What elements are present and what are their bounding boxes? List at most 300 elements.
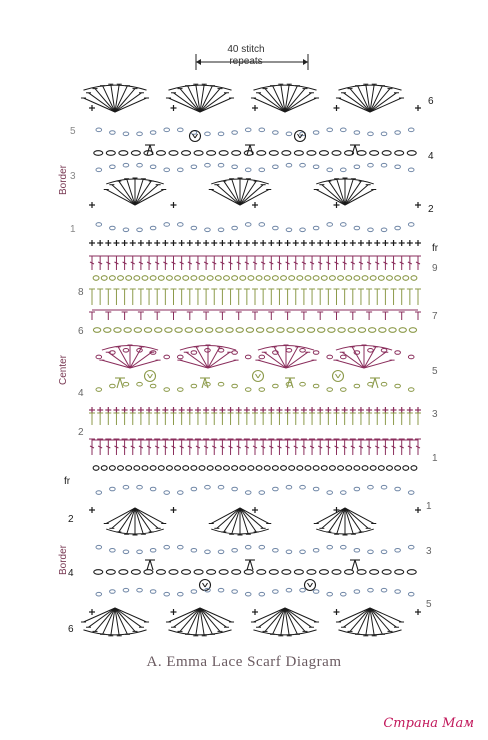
bottom-row4-cross-r — [250, 560, 253, 570]
row-number: 1 — [70, 224, 76, 235]
center-row6-chain — [267, 328, 274, 333]
top-row3-chain — [408, 168, 414, 172]
center-row8-chain — [134, 276, 140, 281]
bottom-row4-chain — [407, 570, 416, 575]
center-row5-chain — [259, 355, 265, 359]
top-row3-chain — [300, 163, 306, 167]
center-fr-chain — [215, 466, 221, 471]
row-number: 6 — [428, 96, 434, 107]
top-row4-chain — [156, 151, 165, 156]
center-row6-chain — [175, 328, 182, 333]
top-row5-chain — [205, 132, 211, 136]
center-fr-chain — [191, 466, 197, 471]
center-row6-chain — [246, 328, 253, 333]
top-row1-chain — [110, 226, 116, 230]
bottom-row4-chain — [156, 570, 165, 575]
center-row4-cross-l — [117, 378, 120, 388]
top-row4-chain — [94, 151, 103, 156]
center-row4-chain — [150, 384, 156, 388]
center-fr-chain — [240, 466, 246, 471]
row-number: fr — [64, 476, 71, 487]
bottom-row3-chain — [368, 550, 374, 554]
center-row5-shell — [342, 352, 364, 368]
bottom-row1-chain — [381, 485, 387, 489]
top-row4-chain — [282, 151, 291, 156]
center-row5-chain — [96, 355, 102, 359]
bottom-row3-chain — [408, 545, 414, 549]
bottom-row3-chain — [218, 550, 224, 554]
row-number: 9 — [432, 263, 438, 274]
center-row6-chain — [155, 328, 162, 333]
center-row6-chain — [348, 328, 355, 333]
center-row5-chain — [232, 351, 238, 355]
top-row5-chain — [123, 132, 129, 136]
center-row5-chain — [191, 351, 197, 355]
top-row3-chain — [123, 163, 129, 167]
top-row4-cross-l — [247, 145, 250, 155]
bottom-row5-chain — [381, 588, 387, 592]
center-row6-chain — [368, 328, 375, 333]
bottom-row1-chain — [191, 487, 197, 491]
center-row8-chain — [158, 276, 164, 281]
center-row5-shell — [286, 352, 308, 368]
center-row6-chain — [236, 328, 243, 333]
top-row5-chain — [218, 132, 224, 136]
bottom-row1-chain — [96, 491, 102, 495]
center-row6-chain — [256, 328, 263, 333]
row-number: 4 — [78, 388, 84, 399]
center-row4-picot — [333, 371, 344, 382]
top-row1-chain — [300, 228, 306, 232]
bottom-row1-chain — [340, 491, 346, 495]
center-row8-chain — [395, 276, 401, 281]
top-row3-chain — [273, 165, 279, 169]
bottom-row3-chain — [395, 548, 401, 552]
bottom-row3-chain — [313, 548, 319, 552]
bottom-row5-chain — [273, 590, 279, 594]
top-row4-chain — [395, 151, 404, 156]
center-row8-chain — [329, 276, 335, 281]
center-row4-chain — [300, 382, 306, 386]
center-row4-chain — [340, 388, 346, 392]
center-row5-chain — [395, 351, 401, 355]
center-fr-chain — [150, 466, 156, 471]
bottom-row1-chain — [123, 485, 129, 489]
top-row1-chain — [395, 226, 401, 230]
center-row5-chain — [245, 355, 251, 359]
center-row8-chain — [354, 276, 360, 281]
center-row6-chain — [379, 328, 386, 333]
center-row6-chain — [277, 328, 284, 333]
center-row6-chain — [338, 328, 345, 333]
center-fr-chain — [289, 466, 295, 471]
center-row6-chain — [328, 328, 335, 333]
center-row8-chain — [240, 276, 246, 281]
center-row6-chain — [399, 328, 406, 333]
top-row5-chain — [259, 128, 265, 132]
bottom-row1-chain — [259, 491, 265, 495]
center-row5-chain — [368, 348, 374, 352]
center-row4-chain — [245, 388, 251, 392]
bottom-row5-chain — [408, 592, 414, 596]
bottom-row4-chain — [219, 570, 228, 575]
top-row5-chain — [245, 128, 251, 132]
center-row6-chain — [297, 328, 304, 333]
top-row4-chain — [370, 151, 379, 156]
row-number: 2 — [78, 427, 84, 438]
top-row1-chain — [327, 223, 333, 227]
center-row6-chain — [226, 328, 233, 333]
row-number: fr — [432, 243, 439, 254]
center-fr-chain — [387, 466, 393, 471]
top-row4-chain — [119, 151, 128, 156]
top-row3-chain — [327, 168, 333, 172]
top-row4-chain — [319, 151, 328, 156]
center-row4-chain — [232, 384, 238, 388]
top-row5-chain — [164, 128, 170, 132]
top-row1-chain — [286, 228, 292, 232]
center-row5-shell — [186, 352, 208, 368]
center-fr-chain — [248, 466, 254, 471]
top-row1-chain — [205, 228, 211, 232]
center-row4-cross-r — [375, 378, 378, 388]
center-row5-chain — [286, 348, 292, 352]
top-row3-chain — [177, 168, 183, 172]
center-row8-chain — [370, 276, 376, 281]
bottom-row5-chain — [340, 592, 346, 596]
top-row4-chain — [194, 151, 203, 156]
bottom-row1-chain — [395, 487, 401, 491]
center-row4-chain — [177, 388, 183, 392]
center-row8-chain — [199, 276, 205, 281]
bottom-row1-chain — [245, 491, 251, 495]
bottom-row5-chain — [123, 588, 129, 592]
bottom-row3-chain — [191, 548, 197, 552]
center-row4-picot-b — [338, 374, 341, 378]
center-row5-chain — [408, 355, 414, 359]
top-row5-chain — [340, 128, 346, 132]
center-row6-chain — [409, 328, 416, 333]
bottom-row3-chain — [96, 545, 102, 549]
center-row4-chain — [381, 382, 387, 386]
top-row5-chain — [110, 131, 116, 135]
top-row1-chain — [218, 228, 224, 232]
top-row3-chain — [245, 168, 251, 172]
center-fr-chain — [199, 466, 205, 471]
top-row5-chain — [150, 131, 156, 135]
center-fr-chain — [93, 466, 99, 471]
bottom-row1-chain — [408, 491, 414, 495]
top-row3-chain — [232, 165, 238, 169]
center-row4-chain — [368, 382, 374, 386]
bottom-row5-chain — [177, 592, 183, 596]
bottom-row5-chain — [96, 592, 102, 596]
center-row4-chain — [395, 384, 401, 388]
center-row6-chain — [307, 328, 314, 333]
bottom-row1-chain — [218, 485, 224, 489]
row-number: 3 — [432, 409, 438, 420]
top-row1-chain — [191, 226, 197, 230]
row-number: 1 — [432, 453, 438, 464]
top-row5-chain — [286, 132, 292, 136]
center-row4-chain — [191, 384, 197, 388]
center-fr-chain — [313, 466, 319, 471]
top-row5-chain — [137, 132, 143, 136]
top-row3-chain — [218, 163, 224, 167]
top-row3-chain — [354, 165, 360, 169]
repeat-label: 40 stitch repeats — [227, 44, 265, 67]
center-row4-chain — [123, 382, 129, 386]
center-row8-chain — [256, 276, 262, 281]
row-number: 4 — [428, 151, 434, 162]
bottom-row3-chain — [259, 545, 265, 549]
bottom-row5-chain — [300, 588, 306, 592]
top-row1-chain — [245, 223, 251, 227]
bottom-row3-chain — [286, 550, 292, 554]
bottom-row4-chain — [131, 570, 140, 575]
bottom-row4-picot-b — [310, 583, 313, 587]
bottom-row4-chain — [319, 570, 328, 575]
center-fr-chain — [329, 466, 335, 471]
center-row6-chain — [93, 328, 100, 333]
center-row8-chain — [305, 276, 311, 281]
center-row5-chain — [123, 348, 129, 352]
bottom-row3-chain — [110, 548, 116, 552]
bottom-row3-chain — [300, 550, 306, 554]
bottom-row4-chain — [332, 570, 341, 575]
bottom-row3-chain — [205, 550, 211, 554]
center-row8-chain — [378, 276, 384, 281]
bottom-row5-chain — [286, 588, 292, 592]
bottom-row6-fan-arc — [253, 630, 316, 635]
center-fr-chain — [305, 466, 311, 471]
top-row3-chain — [191, 165, 197, 169]
center-row4-chain — [218, 382, 224, 386]
top-row3-chain — [137, 163, 143, 167]
bottom-row4-cross-r — [150, 560, 153, 570]
bottom-row5-chain — [191, 590, 197, 594]
top-row5-chain — [96, 128, 102, 132]
row-number: 6 — [68, 624, 74, 635]
top-row4-chain — [332, 151, 341, 156]
bottom-row4-picot-a — [203, 583, 206, 587]
top-row1-chain — [232, 226, 238, 230]
top-row5-chain — [408, 128, 414, 132]
center-row6-chain — [114, 328, 121, 333]
top-row3-chain — [259, 168, 265, 172]
top-row1-chain — [96, 223, 102, 227]
bottom-row5-chain — [150, 590, 156, 594]
row-number: 7 — [432, 311, 438, 322]
center-row8-chain — [403, 276, 409, 281]
bottom-row6-fan-arc — [83, 630, 146, 635]
row-number: 5 — [432, 366, 438, 377]
section-label-border-top: Border — [58, 164, 69, 196]
center-row4-chain — [164, 388, 170, 392]
top-row6-fan-arc — [83, 85, 146, 90]
center-row8-chain — [248, 276, 254, 281]
bottom-row3-chain — [245, 545, 251, 549]
row-number: 2 — [68, 514, 74, 525]
center-row5-chain — [300, 348, 306, 352]
bottom-row4-cross-r — [355, 560, 358, 570]
center-fr-chain — [166, 466, 172, 471]
bottom-row4-chain — [106, 570, 115, 575]
bottom-row4-chain — [370, 570, 379, 575]
top-row1-chain — [259, 223, 265, 227]
center-fr-chain — [126, 466, 132, 471]
center-row6-chain — [124, 328, 131, 333]
center-row6-chain — [318, 328, 325, 333]
bottom-row3-chain — [354, 548, 360, 552]
center-fr-chain — [134, 466, 140, 471]
top-row4-chain — [106, 151, 115, 156]
center-row6-chain — [358, 328, 365, 333]
center-row5-chain — [177, 355, 183, 359]
center-fr-chain — [109, 466, 115, 471]
center-row8-chain — [118, 276, 124, 281]
row-number: 4 — [68, 568, 74, 579]
bottom-row1-chain — [137, 485, 143, 489]
center-row6-chain — [195, 328, 202, 333]
center-row4-picot-a — [256, 374, 259, 378]
bottom-row1-chain — [354, 487, 360, 491]
center-row4-chain — [313, 384, 319, 388]
center-row6-chain — [134, 328, 141, 333]
center-row8-chain — [175, 276, 181, 281]
center-row8-chain — [281, 276, 287, 281]
center-row8-chain — [183, 276, 189, 281]
top-row4-chain — [269, 151, 278, 156]
bottom-row5-chain — [137, 588, 143, 592]
center-fr-chain — [403, 466, 409, 471]
center-row5-chain — [381, 348, 387, 352]
bottom-row4-cross-l — [247, 560, 250, 570]
bottom-row1-chain — [368, 485, 374, 489]
bottom-row5-chain — [368, 588, 374, 592]
bottom-row1-chain — [273, 487, 279, 491]
bottom-row1-chain — [110, 487, 116, 491]
center-row4-cross-r — [120, 378, 123, 388]
center-row6-chain — [389, 328, 396, 333]
center-row8-chain — [166, 276, 172, 281]
center-row4-picot-a — [148, 374, 151, 378]
top-row4-chain — [382, 151, 391, 156]
center-fr-chain — [142, 466, 148, 471]
bottom-row1-chain — [313, 487, 319, 491]
center-row4-picot — [145, 371, 156, 382]
top-row4-cross-r — [250, 145, 253, 155]
center-row8-chain — [93, 276, 99, 281]
center-row4-chain — [110, 384, 116, 388]
watermark: Страна Мам — [383, 716, 474, 731]
bottom-row4-chain — [257, 570, 266, 575]
bottom-row4-chain — [182, 570, 191, 575]
bottom-row1-chain — [177, 491, 183, 495]
bottom-row1-chain — [232, 487, 238, 491]
top-row4-chain — [257, 151, 266, 156]
center-fr-chain — [346, 466, 352, 471]
top-row5-chain — [177, 128, 183, 132]
bottom-row4-chain — [119, 570, 128, 575]
row-number: 5 — [426, 599, 432, 610]
center-row8-chain — [150, 276, 156, 281]
center-row5-shell — [364, 352, 386, 368]
center-row8-chain — [289, 276, 295, 281]
bottom-row4-chain — [232, 570, 241, 575]
bottom-row1-chain — [150, 487, 156, 491]
bottom-row4-chain — [345, 570, 354, 575]
top-row4-cross-l — [147, 145, 150, 155]
diagram-caption: A. Emma Lace Scarf Diagram — [146, 654, 342, 670]
bottom-row3-chain — [137, 550, 143, 554]
bottom-row5-chain — [259, 592, 265, 596]
center-fr-chain — [321, 466, 327, 471]
center-row8-chain — [387, 276, 393, 281]
repeat-arrow-right — [303, 59, 308, 65]
center-row4-chain — [96, 388, 102, 392]
center-row6-chain — [287, 328, 294, 333]
bottom-row1-chain — [286, 485, 292, 489]
top-row4-chain — [169, 151, 178, 156]
bottom-row6-fan-arc — [338, 630, 401, 635]
top-row4-chain — [219, 151, 228, 156]
top-row3-chain — [395, 165, 401, 169]
top-row4-chain — [207, 151, 216, 156]
center-fr-chain — [338, 466, 344, 471]
center-row8-chain — [101, 276, 107, 281]
row-number: 1 — [426, 501, 432, 512]
center-row4-chain — [354, 384, 360, 388]
bottom-row1-chain — [327, 491, 333, 495]
center-row4-picot — [253, 371, 264, 382]
center-row8-chain — [191, 276, 197, 281]
center-row5-chain — [218, 348, 224, 352]
center-row6-chain — [185, 328, 192, 333]
top-row1-chain — [137, 228, 143, 232]
row-number: 5 — [70, 126, 76, 137]
center-row8-chain — [346, 276, 352, 281]
center-row6-chain — [216, 328, 223, 333]
center-row5-chain — [313, 351, 319, 355]
center-fr-chain — [264, 466, 270, 471]
center-row6-chain — [165, 328, 172, 333]
bottom-row4-chain — [357, 570, 366, 575]
top-row3-chain — [368, 163, 374, 167]
center-row8-chain — [411, 276, 417, 281]
bottom-row4-chain — [94, 570, 103, 575]
bottom-row4-picot-b — [205, 583, 208, 587]
center-fr-chain — [362, 466, 368, 471]
top-row3-chain — [150, 165, 156, 169]
top-row1-chain — [313, 226, 319, 230]
bottom-row4-chain — [395, 570, 404, 575]
center-row8-chain — [264, 276, 270, 281]
center-row8-chain — [313, 276, 319, 281]
bottom-row4-chain — [144, 570, 153, 575]
center-row8-chain — [272, 276, 278, 281]
top-row1-chain — [354, 226, 360, 230]
bottom-row5-chain — [313, 590, 319, 594]
top-row4-picot — [190, 131, 201, 142]
top-row3-chain — [286, 163, 292, 167]
bottom-row4-chain — [294, 570, 303, 575]
bottom-row3-chain — [232, 548, 238, 552]
top-row5-chain — [273, 131, 279, 135]
center-row5-shell — [208, 352, 230, 368]
center-row4-picot-b — [258, 374, 261, 378]
top-row4-chain — [357, 151, 366, 156]
